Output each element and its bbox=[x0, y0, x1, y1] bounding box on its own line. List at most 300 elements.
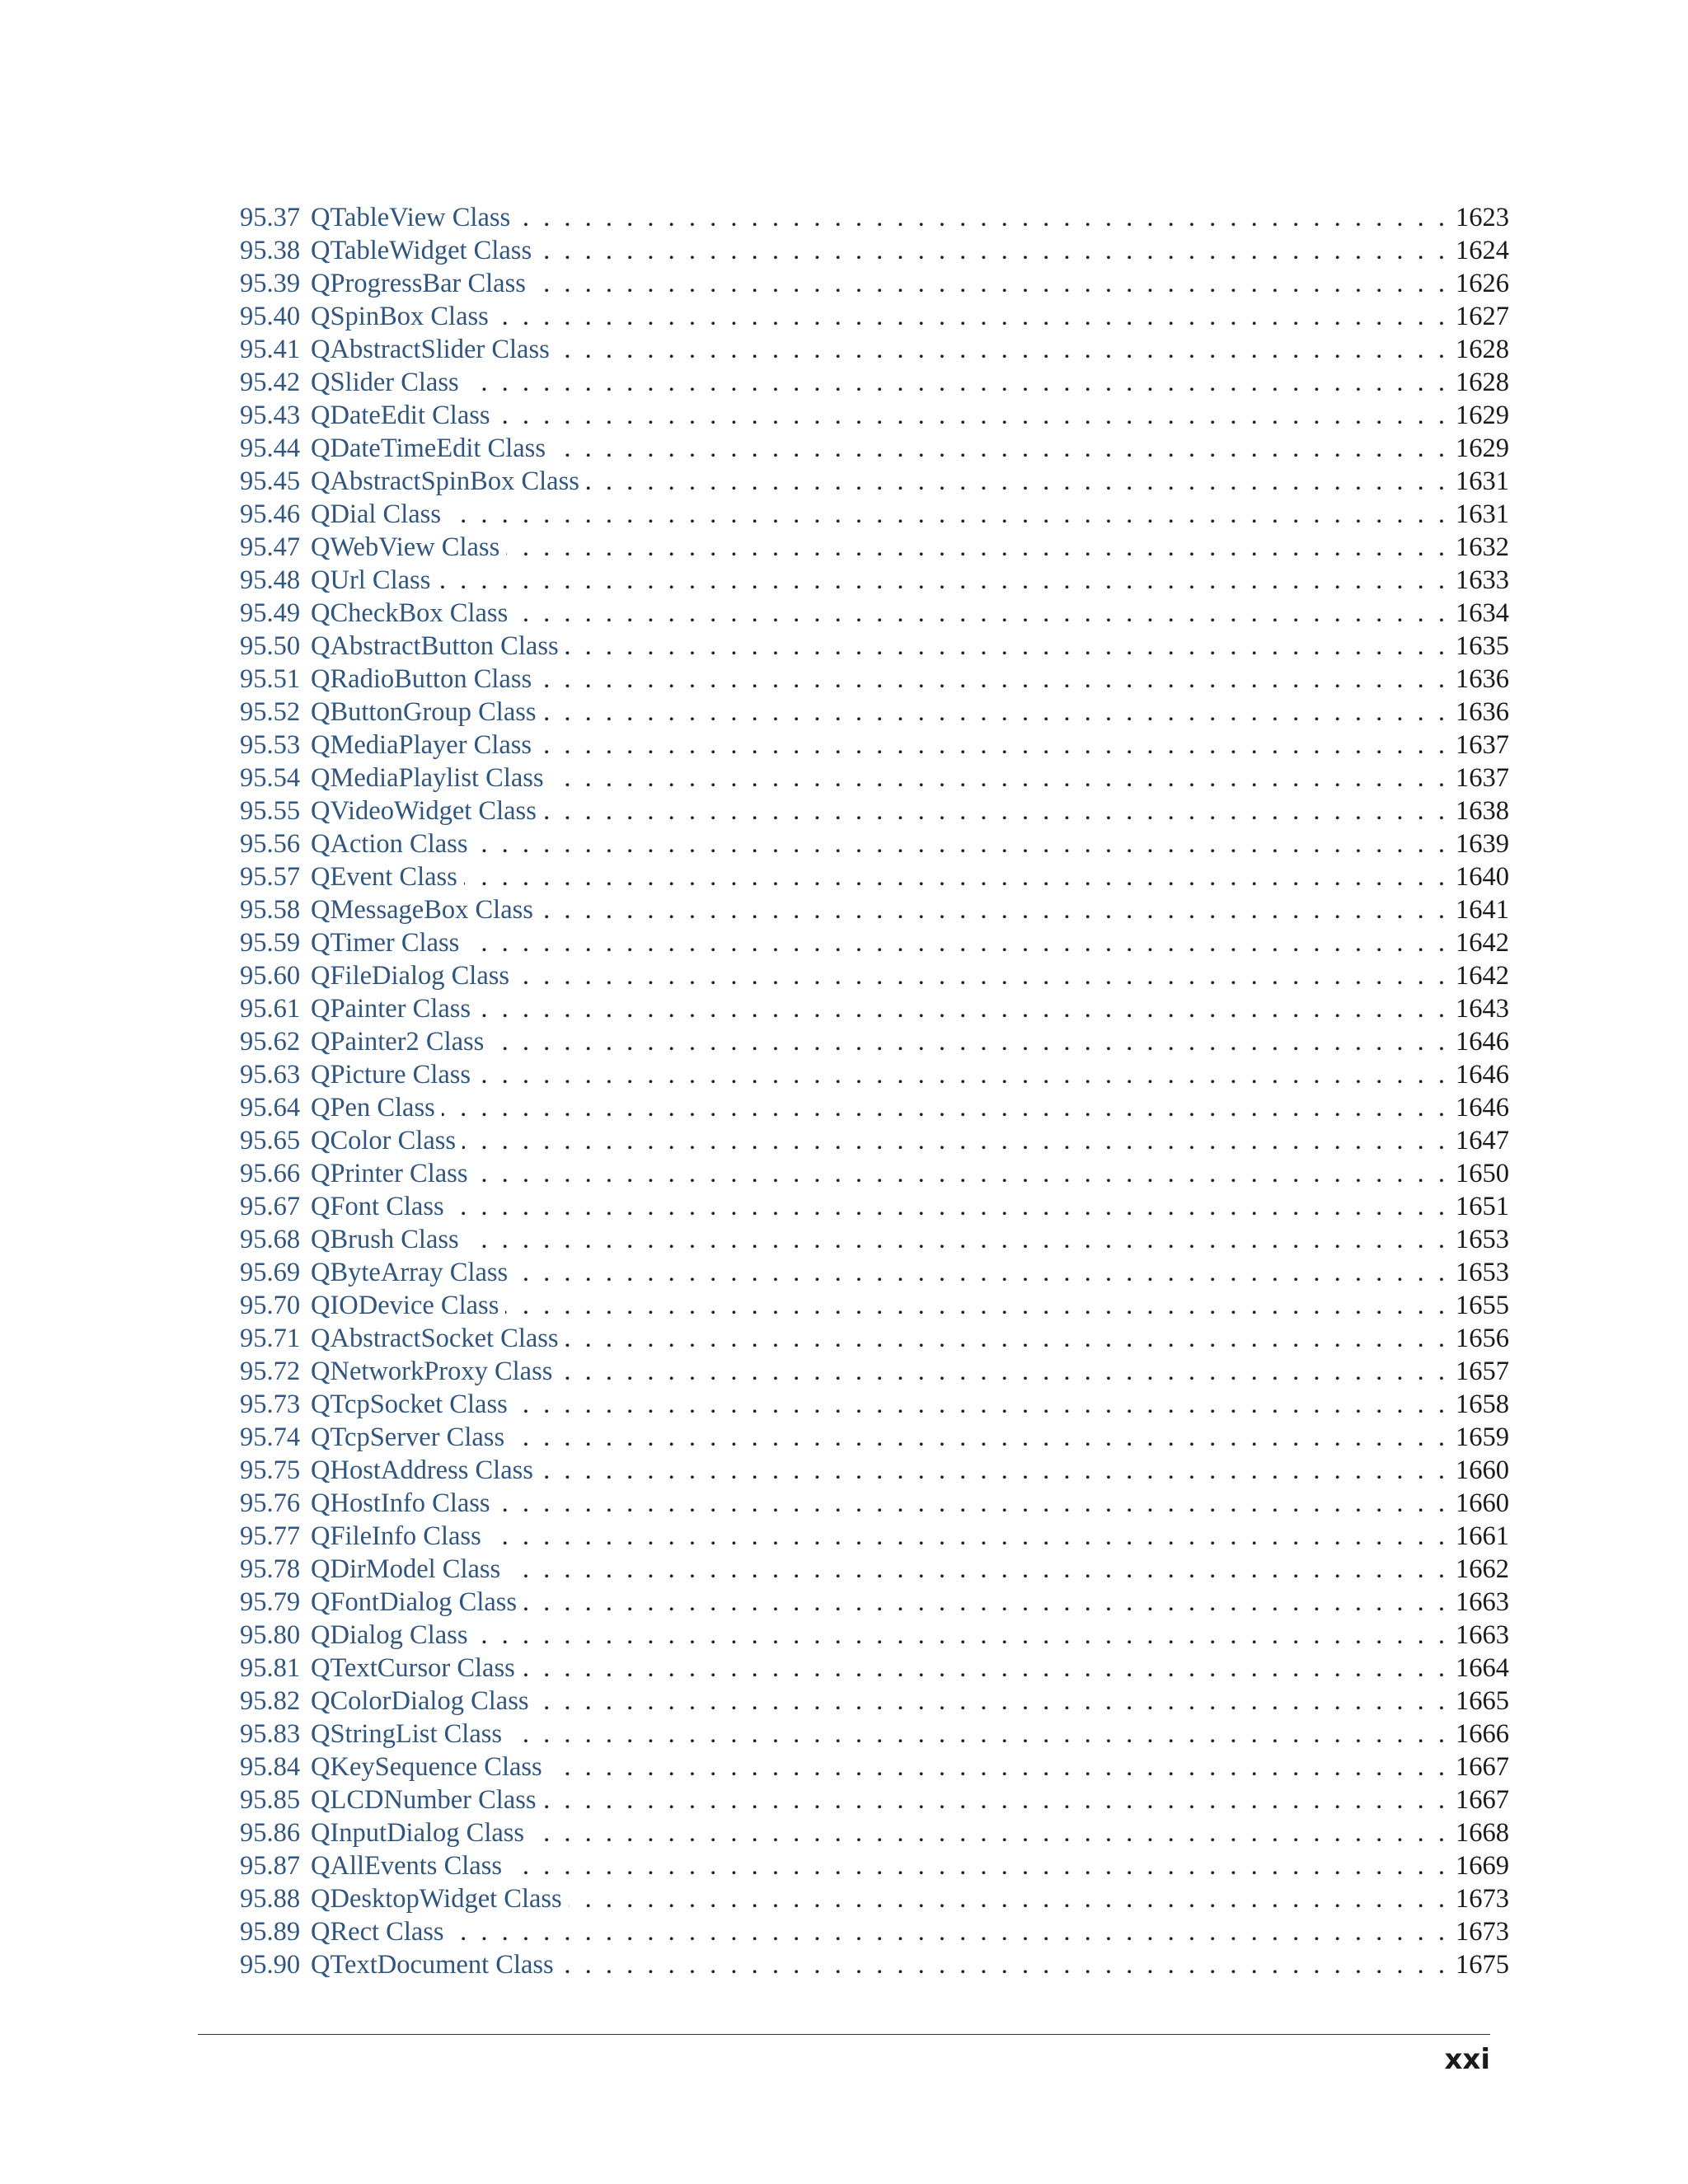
toc-dot-leader bbox=[551, 762, 1445, 794]
toc-entry-link[interactable] bbox=[240, 1091, 435, 1124]
toc-entry-link[interactable] bbox=[240, 234, 532, 267]
toc-entry-link[interactable] bbox=[240, 1487, 490, 1520]
toc-entry-link[interactable] bbox=[240, 1190, 444, 1223]
toc-entry-link[interactable] bbox=[240, 465, 579, 498]
toc-entry-link[interactable] bbox=[240, 432, 546, 465]
toc-entry-title: QVideoWidget Class bbox=[311, 796, 537, 826]
toc-entry-title: QAbstractSlider Class bbox=[311, 335, 550, 364]
toc-entry-number: 95.49 bbox=[240, 598, 301, 628]
toc-entry-title: QTextCursor Class bbox=[311, 1653, 515, 1683]
toc-entry-number: 95.48 bbox=[240, 565, 301, 595]
toc-entry bbox=[240, 1652, 1509, 1685]
toc-dot-leader bbox=[536, 1685, 1445, 1718]
toc-entry-link[interactable] bbox=[240, 1421, 504, 1454]
toc-entry-title: QPainter2 Class bbox=[311, 1027, 485, 1057]
toc-entry-page[interactable]: 1653 bbox=[1456, 1225, 1509, 1254]
toc-entry-link[interactable] bbox=[240, 926, 459, 959]
toc-entry bbox=[240, 1454, 1509, 1487]
toc-entry bbox=[240, 794, 1509, 827]
toc-entry-number: 95.66 bbox=[240, 1159, 301, 1188]
toc-entry-number: 95.69 bbox=[240, 1258, 301, 1287]
toc-entry-page[interactable]: 1641 bbox=[1456, 895, 1509, 925]
toc-entry bbox=[240, 267, 1509, 300]
toc-entry-page[interactable]: 1642 bbox=[1456, 928, 1509, 958]
toc-entry-number: 95.67 bbox=[240, 1192, 301, 1221]
toc-entry bbox=[240, 630, 1509, 663]
toc-entry-link[interactable] bbox=[240, 1157, 467, 1190]
toc-entry bbox=[240, 1190, 1509, 1223]
toc-entry-page[interactable]: 1632 bbox=[1456, 532, 1509, 562]
toc-entry-number: 95.37 bbox=[240, 203, 301, 232]
toc-dot-leader bbox=[538, 234, 1445, 267]
toc-entry-page[interactable]: 1650 bbox=[1456, 1159, 1509, 1188]
toc-entry bbox=[240, 564, 1509, 597]
toc-entry bbox=[240, 1487, 1509, 1520]
toc-entry-link[interactable] bbox=[240, 1289, 499, 1322]
toc-entry-title: QTableWidget Class bbox=[311, 236, 532, 265]
toc-entry-title: QColor Class bbox=[311, 1126, 457, 1155]
toc-entry-page[interactable]: 1631 bbox=[1456, 466, 1509, 496]
toc-entry-link[interactable] bbox=[240, 597, 508, 630]
toc-entry-page[interactable]: 1664 bbox=[1456, 1653, 1509, 1683]
toc-entry-number: 95.88 bbox=[240, 1884, 301, 1914]
toc-entry-page[interactable]: 1646 bbox=[1456, 1027, 1509, 1057]
toc-entry bbox=[240, 1553, 1509, 1586]
toc-entry-link[interactable] bbox=[240, 860, 457, 893]
toc-entry-link[interactable] bbox=[240, 893, 533, 926]
toc-entry-number: 95.83 bbox=[240, 1719, 301, 1749]
toc-dot-leader bbox=[462, 1124, 1445, 1157]
toc-dot-leader bbox=[565, 1322, 1445, 1355]
toc-entry-link[interactable] bbox=[240, 696, 537, 729]
toc-entry-number: 95.39 bbox=[240, 269, 301, 298]
toc-entry-title: QDirModel Class bbox=[311, 1554, 501, 1584]
toc-entry-page[interactable]: 1669 bbox=[1456, 1851, 1509, 1881]
toc-entry-link[interactable] bbox=[240, 1948, 554, 1981]
toc-entry-number: 95.79 bbox=[240, 1587, 301, 1617]
toc-entry bbox=[240, 1058, 1509, 1091]
toc-entry-page[interactable]: 1663 bbox=[1456, 1587, 1509, 1617]
toc-entry-page[interactable]: 1651 bbox=[1456, 1192, 1509, 1221]
toc-entry-number: 95.72 bbox=[240, 1357, 301, 1386]
toc-entry bbox=[240, 531, 1509, 564]
toc-entry-number: 95.46 bbox=[240, 499, 301, 529]
toc-entry-number: 95.44 bbox=[240, 434, 301, 463]
toc-dot-leader bbox=[514, 1256, 1445, 1289]
toc-entry-link[interactable] bbox=[240, 1454, 533, 1487]
toc-entry bbox=[240, 300, 1509, 333]
toc-entry bbox=[240, 1718, 1509, 1750]
toc-entry-page[interactable]: 1629 bbox=[1456, 434, 1509, 463]
toc-entry-link[interactable] bbox=[240, 1750, 542, 1783]
toc-entry bbox=[240, 1816, 1509, 1849]
toc-entry-page[interactable]: 1667 bbox=[1456, 1752, 1509, 1782]
toc-entry-page[interactable]: 1639 bbox=[1456, 829, 1509, 859]
toc-entry-page[interactable]: 1633 bbox=[1456, 565, 1509, 595]
toc-entry-page[interactable]: 1636 bbox=[1456, 664, 1509, 694]
toc-dot-leader bbox=[509, 1718, 1445, 1750]
toc-entry-link[interactable] bbox=[240, 1553, 500, 1586]
toc-entry bbox=[240, 366, 1509, 399]
toc-entry-link[interactable] bbox=[240, 1882, 562, 1915]
toc-entry-title: QTcpServer Class bbox=[311, 1422, 505, 1452]
toc-entry bbox=[240, 1619, 1509, 1652]
toc-dot-leader bbox=[497, 399, 1445, 432]
toc-entry bbox=[240, 1520, 1509, 1553]
toc-dot-leader bbox=[531, 1816, 1445, 1849]
toc-entry-number: 95.84 bbox=[240, 1752, 301, 1782]
toc-entry-number: 95.53 bbox=[240, 730, 301, 760]
toc-entry-link[interactable] bbox=[240, 630, 559, 663]
toc-entry bbox=[240, 1256, 1509, 1289]
toc-entry-number: 95.68 bbox=[240, 1225, 301, 1254]
toc-dot-leader bbox=[549, 1750, 1445, 1783]
toc-entry bbox=[240, 1091, 1509, 1124]
toc-entry-link[interactable] bbox=[240, 827, 467, 860]
toc-dot-leader bbox=[509, 1849, 1445, 1882]
toc-entry-title: QDesktopWidget Class bbox=[311, 1884, 562, 1914]
toc-entry-page[interactable]: 1624 bbox=[1456, 236, 1509, 265]
toc-entry-title: QSlider Class bbox=[311, 368, 459, 397]
toc-dot-leader bbox=[517, 201, 1445, 234]
toc-entry-page[interactable]: 1653 bbox=[1456, 1258, 1509, 1287]
toc-entry-title: QPen Class bbox=[311, 1093, 435, 1122]
toc-entry-page[interactable]: 1635 bbox=[1456, 631, 1509, 661]
toc-entry-number: 95.52 bbox=[240, 697, 301, 727]
toc-entry bbox=[240, 498, 1509, 531]
toc-dot-leader bbox=[565, 630, 1445, 663]
toc-entry-number: 95.50 bbox=[240, 631, 301, 661]
toc-dot-leader bbox=[511, 1421, 1445, 1454]
toc-entry-number: 95.65 bbox=[240, 1126, 301, 1155]
toc-entry-title: QRadioButton Class bbox=[311, 664, 532, 694]
toc-dot-leader bbox=[464, 860, 1445, 893]
toc-entry-page[interactable]: 1634 bbox=[1456, 598, 1509, 628]
toc-entry-link[interactable] bbox=[240, 1223, 459, 1256]
toc-entry-page[interactable]: 1631 bbox=[1456, 499, 1509, 529]
toc-entry-link[interactable] bbox=[240, 959, 509, 992]
toc-entry bbox=[240, 762, 1509, 794]
toc-dot-leader bbox=[474, 1619, 1445, 1652]
toc-dot-leader bbox=[474, 827, 1445, 860]
toc-entry-title: QUrl Class bbox=[311, 565, 431, 595]
toc-entry-page[interactable]: 1626 bbox=[1456, 269, 1509, 298]
toc-entry-title: QTextDocument Class bbox=[311, 1950, 554, 1980]
toc-entry-link[interactable] bbox=[240, 1652, 515, 1685]
toc-entry bbox=[240, 465, 1509, 498]
toc-entry bbox=[240, 729, 1509, 762]
toc-entry-page[interactable]: 1628 bbox=[1456, 335, 1509, 364]
toc-entry-link[interactable] bbox=[240, 1619, 467, 1652]
toc-entry-link[interactable] bbox=[240, 1915, 444, 1948]
toc-entry-link[interactable] bbox=[240, 498, 441, 531]
toc-entry-title: QHostInfo Class bbox=[311, 1488, 490, 1518]
toc-entry-number: 95.70 bbox=[240, 1291, 301, 1320]
toc-entry-page[interactable]: 1657 bbox=[1456, 1357, 1509, 1386]
toc-entry-link[interactable] bbox=[240, 729, 532, 762]
toc-entry-page[interactable]: 1658 bbox=[1456, 1390, 1509, 1419]
toc-entry-link[interactable] bbox=[240, 1025, 484, 1058]
toc-entry-title: QSpinBox Class bbox=[311, 302, 489, 331]
toc-dot-leader bbox=[448, 498, 1445, 531]
toc-dot-leader bbox=[505, 1289, 1445, 1322]
toc-dot-leader bbox=[466, 366, 1445, 399]
toc-entry-page[interactable]: 1667 bbox=[1456, 1785, 1509, 1815]
toc-entry-title: QPicture Class bbox=[311, 1060, 471, 1090]
toc-entry-link[interactable] bbox=[240, 531, 499, 564]
toc-entry bbox=[240, 959, 1509, 992]
toc-entry-link[interactable] bbox=[240, 366, 459, 399]
toc-entry-page[interactable]: 1665 bbox=[1456, 1686, 1509, 1716]
toc-entry-title: QTcpSocket Class bbox=[311, 1390, 508, 1419]
toc-entry-number: 95.45 bbox=[240, 466, 301, 496]
toc-entry-link[interactable] bbox=[240, 1849, 502, 1882]
toc-entry-page[interactable]: 1636 bbox=[1456, 697, 1509, 727]
toc-entry bbox=[240, 860, 1509, 893]
toc-entry-number: 95.57 bbox=[240, 862, 301, 892]
toc-entry-title: QColorDialog Class bbox=[311, 1686, 529, 1716]
toc-dot-leader bbox=[543, 696, 1445, 729]
toc-dot-leader bbox=[543, 1783, 1445, 1816]
toc-entry bbox=[240, 1882, 1509, 1915]
toc-entry-page[interactable]: 1638 bbox=[1456, 796, 1509, 826]
toc-entry-number: 95.75 bbox=[240, 1455, 301, 1485]
toc-entry-title: QWebView Class bbox=[311, 532, 500, 562]
toc-dot-leader bbox=[451, 1915, 1445, 1948]
toc-entry-page[interactable]: 1660 bbox=[1456, 1488, 1509, 1518]
toc-entry-title: QDateTimeEdit Class bbox=[311, 434, 546, 463]
toc-entry-title: QNetworkProxy Class bbox=[311, 1357, 553, 1386]
toc-entry bbox=[240, 399, 1509, 432]
toc-entry-link[interactable] bbox=[240, 1520, 481, 1553]
toc-entry-link[interactable] bbox=[240, 1355, 552, 1388]
toc-dot-leader bbox=[514, 1388, 1445, 1421]
toc-entry-number: 95.78 bbox=[240, 1554, 301, 1584]
toc-entry bbox=[240, 893, 1509, 926]
table-of-contents bbox=[240, 201, 1509, 1981]
toc-entry-title: QDial Class bbox=[311, 499, 441, 529]
toc-dot-leader bbox=[466, 926, 1445, 959]
toc-entry-page[interactable]: 1655 bbox=[1456, 1291, 1509, 1320]
toc-entry bbox=[240, 1157, 1509, 1190]
toc-entry bbox=[240, 1685, 1509, 1718]
toc-entry-page[interactable]: 1668 bbox=[1456, 1818, 1509, 1848]
toc-entry-title: QByteArray Class bbox=[311, 1258, 509, 1287]
toc-entry-number: 95.71 bbox=[240, 1324, 301, 1353]
toc-entry-link[interactable] bbox=[240, 399, 490, 432]
toc-entry-number: 95.80 bbox=[240, 1620, 301, 1650]
toc-entry-number: 95.60 bbox=[240, 961, 301, 991]
toc-entry-title: QHostAddress Class bbox=[311, 1455, 533, 1485]
toc-dot-leader bbox=[514, 597, 1445, 630]
toc-entry bbox=[240, 1948, 1509, 1981]
toc-entry-link[interactable] bbox=[240, 762, 544, 794]
toc-entry-title: QDateEdit Class bbox=[311, 401, 490, 430]
toc-entry-page[interactable]: 1642 bbox=[1456, 961, 1509, 991]
toc-entry-number: 95.73 bbox=[240, 1390, 301, 1419]
toc-entry bbox=[240, 1783, 1509, 1816]
toc-entry-number: 95.76 bbox=[240, 1488, 301, 1518]
toc-entry-number: 95.74 bbox=[240, 1422, 301, 1452]
toc-entry-number: 95.59 bbox=[240, 928, 301, 958]
toc-entry-link[interactable] bbox=[240, 1256, 508, 1289]
toc-dot-leader bbox=[506, 531, 1445, 564]
toc-entry bbox=[240, 432, 1509, 465]
toc-entry-page[interactable]: 1628 bbox=[1456, 368, 1509, 397]
toc-entry-number: 95.82 bbox=[240, 1686, 301, 1716]
toc-entry-link[interactable] bbox=[240, 333, 550, 366]
toc-entry-title: QMessageBox Class bbox=[311, 895, 533, 925]
toc-entry-link[interactable] bbox=[240, 1718, 502, 1750]
toc-dot-leader bbox=[516, 959, 1445, 992]
toc-entry-number: 95.63 bbox=[240, 1060, 301, 1090]
toc-entry-title: QPainter Class bbox=[311, 994, 471, 1024]
footer-divider bbox=[198, 2034, 1490, 2035]
toc-entry-page[interactable]: 1646 bbox=[1456, 1093, 1509, 1122]
toc-entry-title: QAllEvents Class bbox=[311, 1851, 503, 1881]
toc-entry bbox=[240, 1849, 1509, 1882]
toc-entry bbox=[240, 201, 1509, 234]
toc-dot-leader bbox=[507, 1553, 1445, 1586]
toc-dot-leader bbox=[559, 1355, 1445, 1388]
toc-entry bbox=[240, 234, 1509, 267]
toc-entry-number: 95.56 bbox=[240, 829, 301, 859]
toc-entry-title: QEvent Class bbox=[311, 862, 457, 892]
toc-dot-leader bbox=[495, 300, 1445, 333]
toc-dot-leader bbox=[556, 333, 1445, 366]
toc-entry-title: QAbstractSpinBox Class bbox=[311, 466, 579, 496]
toc-entry-number: 95.55 bbox=[240, 796, 301, 826]
toc-dot-leader bbox=[497, 1487, 1445, 1520]
toc-entry-number: 95.47 bbox=[240, 532, 301, 562]
toc-entry-number: 95.43 bbox=[240, 401, 301, 430]
toc-entry bbox=[240, 1586, 1509, 1619]
toc-entry-link[interactable] bbox=[240, 267, 526, 300]
toc-entry-page[interactable]: 1637 bbox=[1456, 763, 1509, 793]
toc-entry-page[interactable]: 1661 bbox=[1456, 1521, 1509, 1551]
toc-entry-number: 95.40 bbox=[240, 302, 301, 331]
toc-entry-number: 95.87 bbox=[240, 1851, 301, 1881]
toc-dot-leader bbox=[522, 1652, 1445, 1685]
toc-dot-leader bbox=[488, 1520, 1445, 1553]
toc-entry-title: QTimer Class bbox=[311, 928, 460, 958]
toc-entry bbox=[240, 696, 1509, 729]
toc-entry-number: 95.85 bbox=[240, 1785, 301, 1815]
toc-entry bbox=[240, 1421, 1509, 1454]
toc-entry-title: QMediaPlayer Class bbox=[311, 730, 532, 760]
toc-entry bbox=[240, 1289, 1509, 1322]
toc-dot-leader bbox=[538, 729, 1445, 762]
toc-entry-number: 95.58 bbox=[240, 895, 301, 925]
toc-entry-page[interactable]: 1637 bbox=[1456, 730, 1509, 760]
toc-entry-link[interactable] bbox=[240, 663, 532, 696]
toc-entry bbox=[240, 926, 1509, 959]
toc-entry bbox=[240, 1915, 1509, 1948]
toc-dot-leader bbox=[490, 1025, 1445, 1058]
toc-entry bbox=[240, 333, 1509, 366]
toc-dot-leader bbox=[466, 1223, 1445, 1256]
toc-entry-page[interactable]: 1646 bbox=[1456, 1060, 1509, 1090]
toc-entry-title: QLCDNumber Class bbox=[311, 1785, 537, 1815]
toc-entry-link[interactable] bbox=[240, 1322, 559, 1355]
toc-entry-link[interactable] bbox=[240, 1685, 529, 1718]
toc-entry-number: 95.38 bbox=[240, 236, 301, 265]
toc-entry bbox=[240, 1388, 1509, 1421]
toc-entry-number: 95.64 bbox=[240, 1093, 301, 1122]
toc-entry-title: QDialog Class bbox=[311, 1620, 468, 1650]
toc-entry-title: QKeySequence Class bbox=[311, 1752, 542, 1782]
toc-entry-link[interactable] bbox=[240, 1124, 456, 1157]
toc-entry-link[interactable] bbox=[240, 300, 489, 333]
toc-entry-page[interactable]: 1660 bbox=[1456, 1455, 1509, 1485]
toc-entry-title: QPrinter Class bbox=[311, 1159, 468, 1188]
toc-entry-title: QButtonGroup Class bbox=[311, 697, 537, 727]
toc-entry-number: 95.42 bbox=[240, 368, 301, 397]
toc-entry-number: 95.89 bbox=[240, 1917, 301, 1947]
toc-dot-leader bbox=[437, 564, 1445, 597]
toc-entry-link[interactable] bbox=[240, 1816, 524, 1849]
toc-entry-link[interactable] bbox=[240, 1058, 471, 1091]
toc-entry-page[interactable]: 1629 bbox=[1456, 401, 1509, 430]
toc-entry bbox=[240, 1223, 1509, 1256]
toc-entry-number: 95.81 bbox=[240, 1653, 301, 1683]
toc-entry bbox=[240, 1750, 1509, 1783]
toc-entry-link[interactable] bbox=[240, 564, 430, 597]
toc-dot-leader bbox=[586, 465, 1445, 498]
toc-dot-leader bbox=[532, 267, 1445, 300]
toc-entry-title: QAbstractButton Class bbox=[311, 631, 559, 661]
toc-entry-page[interactable]: 1662 bbox=[1456, 1554, 1509, 1584]
toc-entry-link[interactable] bbox=[240, 1586, 517, 1619]
toc-entry-page[interactable]: 1663 bbox=[1456, 1620, 1509, 1650]
toc-entry-page[interactable]: 1656 bbox=[1456, 1324, 1509, 1353]
toc-entry-title: QRect Class bbox=[311, 1917, 444, 1947]
toc-entry-title: QFileDialog Class bbox=[311, 961, 510, 991]
toc-entry-page[interactable]: 1675 bbox=[1456, 1950, 1509, 1980]
toc-entry-number: 95.54 bbox=[240, 763, 301, 793]
toc-entry-title: QProgressBar Class bbox=[311, 269, 526, 298]
toc-entry-page[interactable]: 1673 bbox=[1456, 1884, 1509, 1914]
toc-entry-page[interactable]: 1640 bbox=[1456, 862, 1509, 892]
toc-entry-title: QIODevice Class bbox=[311, 1291, 499, 1320]
toc-entry-title: QFontDialog Class bbox=[311, 1587, 518, 1617]
toc-entry-page[interactable]: 1643 bbox=[1456, 994, 1509, 1024]
toc-entry-link[interactable] bbox=[240, 1388, 508, 1421]
toc-dot-leader bbox=[474, 1157, 1445, 1190]
toc-entry-page[interactable]: 1627 bbox=[1456, 302, 1509, 331]
toc-entry-number: 95.86 bbox=[240, 1818, 301, 1848]
toc-dot-leader bbox=[538, 663, 1445, 696]
toc-entry-link[interactable] bbox=[240, 201, 510, 234]
toc-entry bbox=[240, 827, 1509, 860]
toc-dot-leader bbox=[552, 432, 1445, 465]
toc-entry-title: QFileInfo Class bbox=[311, 1521, 481, 1551]
toc-entry-link[interactable] bbox=[240, 1783, 537, 1816]
toc-entry-page[interactable]: 1623 bbox=[1456, 203, 1509, 232]
toc-dot-leader bbox=[540, 893, 1445, 926]
toc-entry-number: 95.41 bbox=[240, 335, 301, 364]
toc-entry-page[interactable]: 1647 bbox=[1456, 1126, 1509, 1155]
toc-entry-link[interactable] bbox=[240, 992, 471, 1025]
toc-entry-number: 95.62 bbox=[240, 1027, 301, 1057]
toc-dot-leader bbox=[451, 1190, 1445, 1223]
toc-entry-link[interactable] bbox=[240, 794, 537, 827]
toc-entry-page[interactable]: 1673 bbox=[1456, 1917, 1509, 1947]
toc-entry-page[interactable]: 1666 bbox=[1456, 1719, 1509, 1749]
toc-entry-page[interactable]: 1659 bbox=[1456, 1422, 1509, 1452]
toc-entry-number: 95.90 bbox=[240, 1950, 301, 1980]
toc-entry-title: QFont Class bbox=[311, 1192, 444, 1221]
